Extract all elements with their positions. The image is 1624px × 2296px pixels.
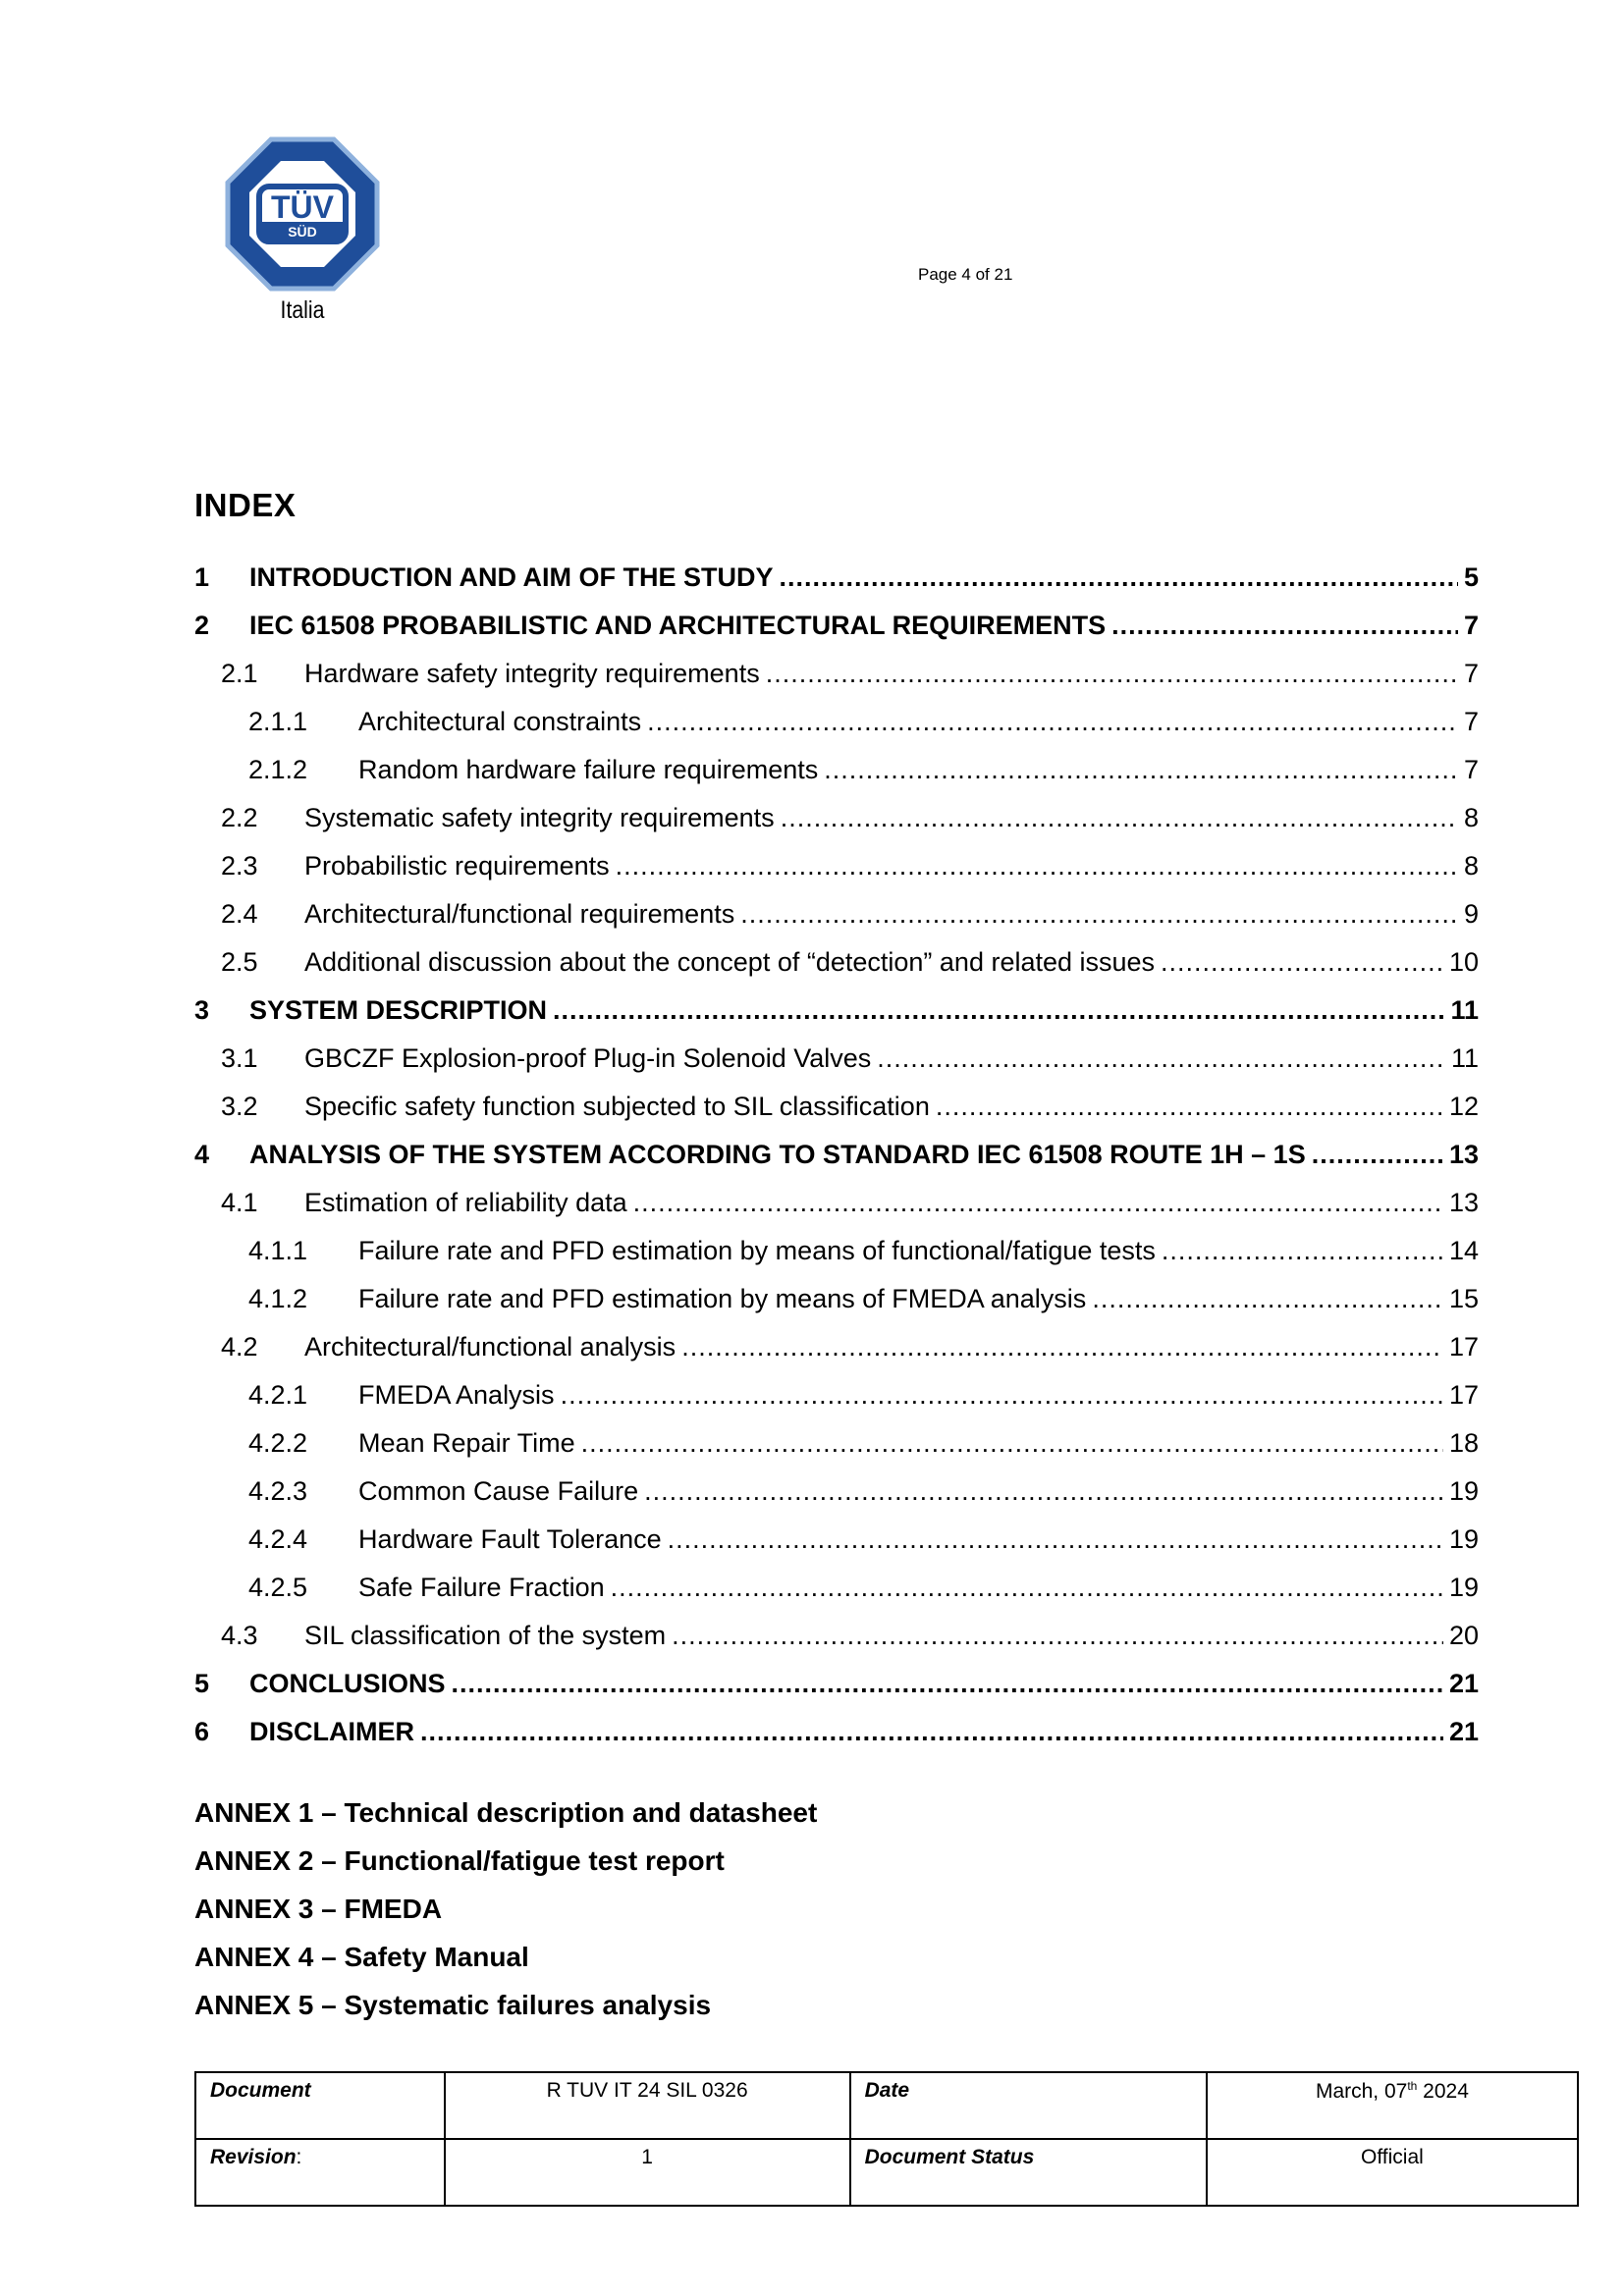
tuv-octagon-emblem	[224, 135, 381, 293]
toc-entry-page: 13	[1448, 1188, 1479, 1217]
toc-entry-label: Mean Repair Time	[358, 1428, 575, 1458]
date-label: Date	[850, 2072, 1207, 2139]
toc-entry-label: SIL classification of the system	[304, 1621, 667, 1650]
toc-entry-label: Failure rate and PFD estimation by means of functional/fatigue tests	[358, 1236, 1156, 1265]
toc-entry-number: 2	[194, 611, 210, 640]
toc-entry-number: 2.3	[221, 851, 258, 881]
toc-entry-label: Probabilistic requirements	[304, 851, 610, 881]
toc-entry-number: 4	[194, 1140, 210, 1169]
toc-entry-label: Failure rate and PFD estimation by means of FMEDA analysis	[358, 1284, 1087, 1313]
toc-entry-page: 10	[1448, 947, 1479, 977]
toc-entry[interactable]	[194, 1611, 1479, 1659]
toc-leader-dots	[581, 1428, 1443, 1459]
toc-entry-label: GBCZF Explosion-proof Plug-in Solenoid Valves	[304, 1043, 872, 1073]
logo-caption: Italia	[280, 296, 325, 324]
toc-entry[interactable]	[194, 601, 1479, 649]
toc-entry-number: 1	[194, 562, 210, 592]
toc-entry-number: 2.4	[221, 899, 258, 929]
toc-entry-number: 4.2.4	[248, 1524, 308, 1554]
toc-entry-label: IEC 61508 PROBABILISTIC AND ARCHITECTURAL REQUIREMENTS	[249, 611, 1107, 640]
toc-entry[interactable]	[194, 1467, 1479, 1515]
toc-entry-page: 19	[1448, 1476, 1479, 1506]
toc-entry-number: 3.1	[221, 1043, 258, 1073]
toc-leader-dots	[779, 562, 1457, 593]
toc-entry[interactable]	[194, 986, 1479, 1034]
toc-entry-page: 7	[1463, 659, 1479, 688]
index-title: INDEX	[194, 487, 297, 523]
toc-entry-number: 4.1	[221, 1188, 258, 1217]
toc-entry[interactable]	[194, 1515, 1479, 1563]
toc-entry-label: SYSTEM DESCRIPTION	[249, 995, 548, 1025]
toc-entry-page: 18	[1448, 1428, 1479, 1458]
toc-leader-dots	[781, 803, 1458, 833]
toc-leader-dots	[668, 1524, 1443, 1555]
toc-leader-dots	[644, 1476, 1443, 1507]
table-of-contents	[194, 553, 1479, 1755]
toc-entry-label: Architectural/functional analysis	[304, 1332, 677, 1362]
toc-entry[interactable]	[194, 1178, 1479, 1226]
toc-leader-dots	[553, 995, 1444, 1026]
toc-leader-dots	[681, 1332, 1443, 1362]
toc-leader-dots	[936, 1092, 1443, 1122]
annex-item: ANNEX 4 – Safety Manual	[194, 1942, 529, 1972]
toc-leader-dots	[1161, 947, 1443, 978]
logo-text: TÜV	[271, 189, 334, 225]
toc-entry-number: 3	[194, 995, 210, 1025]
toc-entry-page: 8	[1463, 803, 1479, 832]
toc-entry-label: ANALYSIS OF THE SYSTEM ACCORDING TO STANDARD IEC 61508 ROUTE 1H – 1S	[249, 1140, 1306, 1169]
toc-entry-number: 2.1.2	[248, 755, 308, 784]
annex-item: ANNEX 1 – Technical description and datasheet	[194, 1797, 818, 1828]
document-label: Document	[195, 2072, 445, 2139]
toc-entry[interactable]	[194, 1226, 1479, 1274]
toc-leader-dots	[877, 1043, 1445, 1074]
toc-entry-label: Additional discussion about the concept of “detection” and related issues	[304, 947, 1156, 977]
toc-entry-number: 4.3	[221, 1621, 258, 1650]
toc-entry[interactable]	[194, 1034, 1479, 1082]
toc-entry-page: 21	[1448, 1669, 1479, 1698]
toc-entry-label: Random hardware failure requirements	[358, 755, 819, 784]
toc-leader-dots	[824, 755, 1458, 785]
toc-entry-page: 12	[1448, 1092, 1479, 1121]
toc-entry-label: CONCLUSIONS	[249, 1669, 446, 1698]
toc-leader-dots	[1162, 1236, 1443, 1266]
revision-row	[195, 2139, 1578, 2206]
toc-entry-page: 5	[1463, 562, 1479, 592]
toc-leader-dots	[672, 1621, 1443, 1651]
toc-entry[interactable]	[194, 1418, 1479, 1467]
revision-label: Revision:	[195, 2139, 445, 2206]
toc-entry[interactable]	[194, 697, 1479, 745]
toc-leader-dots	[611, 1573, 1443, 1603]
tuv-sud-logo	[214, 135, 391, 342]
annex-item: ANNEX 5 – Systematic failures analysis	[194, 1990, 712, 2020]
toc-entry-number: 2.2	[221, 803, 258, 832]
toc-entry-label: Specific safety function subjected to SIL classification	[304, 1092, 930, 1121]
toc-entry-page: 21	[1448, 1717, 1479, 1746]
toc-entry[interactable]	[194, 1082, 1479, 1130]
toc-entry-page: 7	[1463, 611, 1479, 640]
toc-entry-page: 20	[1448, 1621, 1479, 1650]
toc-entry-label: Estimation of reliability data	[304, 1188, 627, 1217]
toc-entry[interactable]	[194, 1322, 1479, 1370]
toc-entry-page: 7	[1463, 755, 1479, 784]
toc-entry-label: Safe Failure Fraction	[358, 1573, 605, 1602]
toc-entry[interactable]	[194, 1707, 1479, 1755]
toc-entry[interactable]	[194, 553, 1479, 601]
toc-entry-label: Common Cause Failure	[358, 1476, 639, 1506]
toc-entry-number: 4.1.2	[248, 1284, 308, 1313]
toc-leader-dots	[1312, 1140, 1443, 1170]
toc-entry[interactable]	[194, 793, 1479, 841]
page-number: Page 4 of 21	[918, 265, 1013, 284]
revision-value: 1	[445, 2139, 850, 2206]
toc-entry-page: 7	[1463, 707, 1479, 736]
toc-entry[interactable]	[194, 1659, 1479, 1707]
toc-entry-page: 8	[1463, 851, 1479, 881]
toc-entry-page: 11	[1450, 995, 1479, 1025]
annex-item: ANNEX 2 – Functional/fatigue test report	[194, 1845, 725, 1876]
status-value: Official	[1207, 2139, 1578, 2206]
toc-entry[interactable]	[194, 1130, 1479, 1178]
toc-entry[interactable]	[194, 841, 1479, 889]
toc-entry-label: Architectural/functional requirements	[304, 899, 735, 929]
logo-subtext: SÜD	[288, 224, 317, 240]
annex-item: ANNEX 3 – FMEDA	[194, 1894, 443, 1924]
toc-entry-page: 11	[1450, 1043, 1479, 1073]
toc-entry-number: 2.5	[221, 947, 258, 977]
toc-entry-label: Hardware safety integrity requirements	[304, 659, 760, 688]
toc-entry-number: 4.2.2	[248, 1428, 308, 1458]
toc-entry-label: Systematic safety integrity requirements	[304, 803, 775, 832]
toc-entry[interactable]	[194, 745, 1479, 793]
document-value: R TUV IT 24 SIL 0326	[445, 2072, 850, 2139]
toc-entry-page: 15	[1448, 1284, 1479, 1313]
date-value: March, 07th 2024	[1207, 2072, 1578, 2139]
toc-leader-dots	[766, 659, 1458, 689]
toc-leader-dots	[561, 1380, 1443, 1411]
toc-entry-number: 4.1.1	[248, 1236, 308, 1265]
toc-entry-label: Architectural constraints	[358, 707, 642, 736]
toc-leader-dots	[1111, 611, 1458, 641]
toc-leader-dots	[633, 1188, 1443, 1218]
toc-leader-dots	[420, 1717, 1443, 1747]
toc-entry-label: DISCLAIMER	[249, 1717, 414, 1746]
toc-entry[interactable]	[194, 1370, 1479, 1418]
toc-leader-dots	[452, 1669, 1443, 1699]
toc-entry-number: 3.2	[221, 1092, 258, 1121]
toc-entry[interactable]	[194, 649, 1479, 697]
toc-entry[interactable]	[194, 937, 1479, 986]
document-info-table	[194, 2071, 1579, 2207]
toc-leader-dots	[647, 707, 1458, 737]
document-row	[195, 2072, 1578, 2139]
toc-entry-number: 2.1.1	[248, 707, 308, 736]
toc-entry-page: 17	[1448, 1332, 1479, 1362]
toc-entry[interactable]	[194, 1563, 1479, 1611]
toc-entry-page: 17	[1448, 1380, 1479, 1410]
toc-entry-number: 4.2	[221, 1332, 258, 1362]
toc-entry[interactable]	[194, 1274, 1479, 1322]
toc-leader-dots	[1092, 1284, 1443, 1314]
toc-entry-page: 19	[1448, 1524, 1479, 1554]
toc-entry-number: 2.1	[221, 659, 258, 688]
toc-entry-label: Hardware Fault Tolerance	[358, 1524, 662, 1554]
toc-leader-dots	[740, 899, 1458, 930]
toc-entry-page: 13	[1448, 1140, 1479, 1169]
toc-entry-label: INTRODUCTION AND AIM OF THE STUDY	[249, 562, 774, 592]
toc-entry-page: 9	[1463, 899, 1479, 929]
toc-entry-number: 6	[194, 1717, 210, 1746]
toc-entry-number: 5	[194, 1669, 210, 1698]
toc-entry-page: 19	[1448, 1573, 1479, 1602]
toc-entry-number: 4.2.3	[248, 1476, 308, 1506]
toc-entry-number: 4.2.5	[248, 1573, 308, 1602]
toc-leader-dots	[616, 851, 1458, 881]
status-label: Document Status	[850, 2139, 1207, 2206]
toc-entry-number: 4.2.1	[248, 1380, 308, 1410]
annex-list	[194, 1789, 817, 2029]
toc-entry-label: FMEDA Analysis	[358, 1380, 555, 1410]
toc-entry-page: 14	[1448, 1236, 1479, 1265]
toc-entry[interactable]	[194, 889, 1479, 937]
